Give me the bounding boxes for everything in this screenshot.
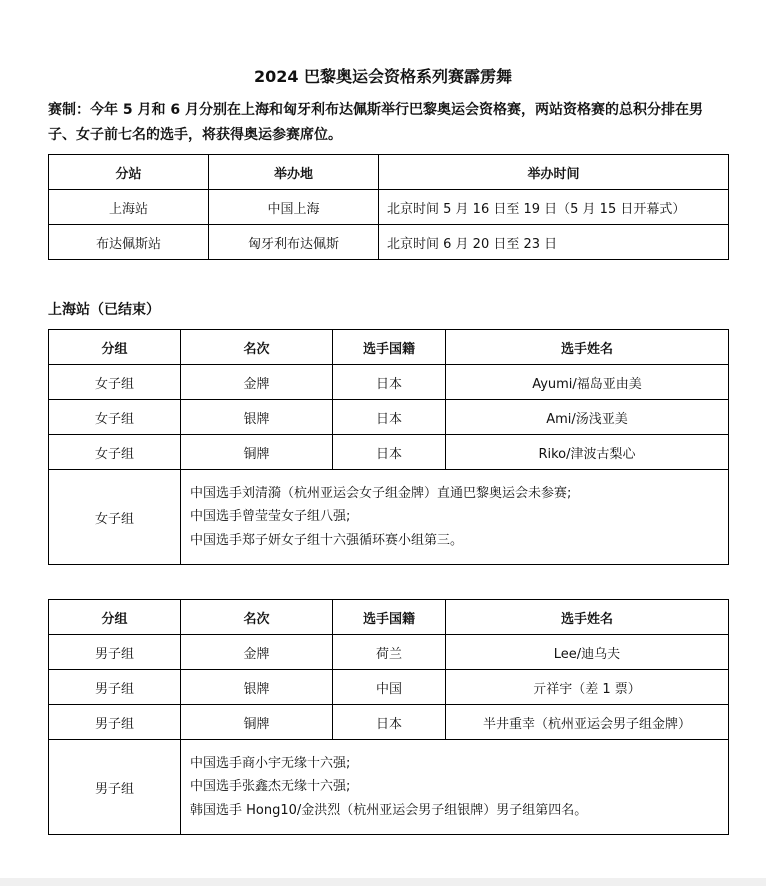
note-line: 中国选手刘清漪（杭州亚运会女子组金牌）直通巴黎奥运会未参赛; — [190, 485, 572, 501]
stations-table — [48, 154, 729, 260]
group-cell: 女子组 — [49, 365, 181, 400]
group-cell: 女子组 — [49, 400, 181, 435]
nationality-cell: 中国 — [333, 670, 446, 705]
table-row — [49, 400, 729, 435]
note-line: 中国选手曾莹莹女子组八强; — [190, 509, 351, 525]
athlete-name-cell: Riko/津波古梨心 — [446, 435, 729, 470]
note-line: 中国选手商小宇无缘十六强; — [190, 755, 351, 771]
table-header-row — [49, 330, 729, 365]
rank-cell: 铜牌 — [181, 705, 333, 740]
notes-cell — [181, 470, 729, 565]
bottom-divider — [0, 878, 766, 886]
table-row — [49, 670, 729, 705]
women-results-table — [48, 329, 729, 565]
header-athlete-name: 选手姓名 — [446, 330, 729, 365]
table-row — [49, 365, 729, 400]
nationality-cell: 日本 — [333, 400, 446, 435]
header-group: 分组 — [49, 330, 181, 365]
time-cell: 北京时间 5 月 16 日至 19 日（5 月 15 日开幕式） — [379, 190, 729, 225]
venue-cell: 匈牙利布达佩斯 — [209, 225, 379, 260]
header-rank: 名次 — [181, 600, 333, 635]
table-row — [49, 190, 729, 225]
header-group: 分组 — [49, 600, 181, 635]
header-nationality: 选手国籍 — [333, 600, 446, 635]
nationality-cell: 荷兰 — [333, 635, 446, 670]
notes-row — [49, 470, 729, 565]
competition-rules: 赛制：今年 5 月和 6 月分别在上海和匈牙利布达佩斯举行巴黎奥运会资格赛，两站资格赛的总积分排在男子、女子前七名的选手，将获得奥运参赛席位。 — [48, 102, 703, 143]
venue-cell: 中国上海 — [209, 190, 379, 225]
notes-cell — [181, 740, 729, 835]
header-time: 举办时间 — [379, 155, 729, 190]
table-row — [49, 705, 729, 740]
rank-cell: 银牌 — [181, 400, 333, 435]
men-results-table — [48, 599, 729, 835]
header-nationality: 选手国籍 — [333, 330, 446, 365]
group-cell: 男子组 — [49, 635, 181, 670]
group-cell: 女子组 — [49, 435, 181, 470]
note-line: 中国选手张鑫杰无缘十六强; — [190, 779, 351, 795]
group-cell: 男子组 — [49, 705, 181, 740]
nationality-cell: 日本 — [333, 435, 446, 470]
table-header-row — [49, 600, 729, 635]
note-line: 中国选手郑子妍女子组十六强循环赛小组第三。 — [190, 532, 464, 548]
station-cell: 上海站 — [49, 190, 209, 225]
nationality-cell: 日本 — [333, 705, 446, 740]
table-row — [49, 635, 729, 670]
header-station: 分站 — [49, 155, 209, 190]
page-title: 2024 巴黎奥运会资格系列赛霹雳舞 — [253, 67, 513, 86]
table-row — [49, 435, 729, 470]
rank-cell: 铜牌 — [181, 435, 333, 470]
athlete-name-cell: Ami/汤浅亚美 — [446, 400, 729, 435]
note-line: 韩国选手 Hong10/金洪烈（杭州亚运会男子组银牌）男子组第四名。 — [190, 802, 588, 818]
table-row — [49, 225, 729, 260]
section-heading-shanghai: 上海站（已结束） — [48, 302, 160, 318]
notes-row — [49, 740, 729, 835]
table-header-row — [49, 155, 729, 190]
athlete-name-cell: 半井重幸（杭州亚运会男子组金牌） — [446, 705, 729, 740]
nationality-cell: 日本 — [333, 365, 446, 400]
header-rank: 名次 — [181, 330, 333, 365]
group-cell: 男子组 — [49, 740, 181, 835]
athlete-name-cell: Lee/迪乌夫 — [446, 635, 729, 670]
header-venue: 举办地 — [209, 155, 379, 190]
rank-cell: 银牌 — [181, 670, 333, 705]
athlete-name-cell: Ayumi/福岛亚由美 — [446, 365, 729, 400]
group-cell: 男子组 — [49, 670, 181, 705]
time-cell: 北京时间 6 月 20 日至 23 日 — [379, 225, 729, 260]
group-cell: 女子组 — [49, 470, 181, 565]
athlete-name-cell: 亓祥宇（差 1 票） — [446, 670, 729, 705]
rank-cell: 金牌 — [181, 365, 333, 400]
rank-cell: 金牌 — [181, 635, 333, 670]
station-cell: 布达佩斯站 — [49, 225, 209, 260]
header-athlete-name: 选手姓名 — [446, 600, 729, 635]
